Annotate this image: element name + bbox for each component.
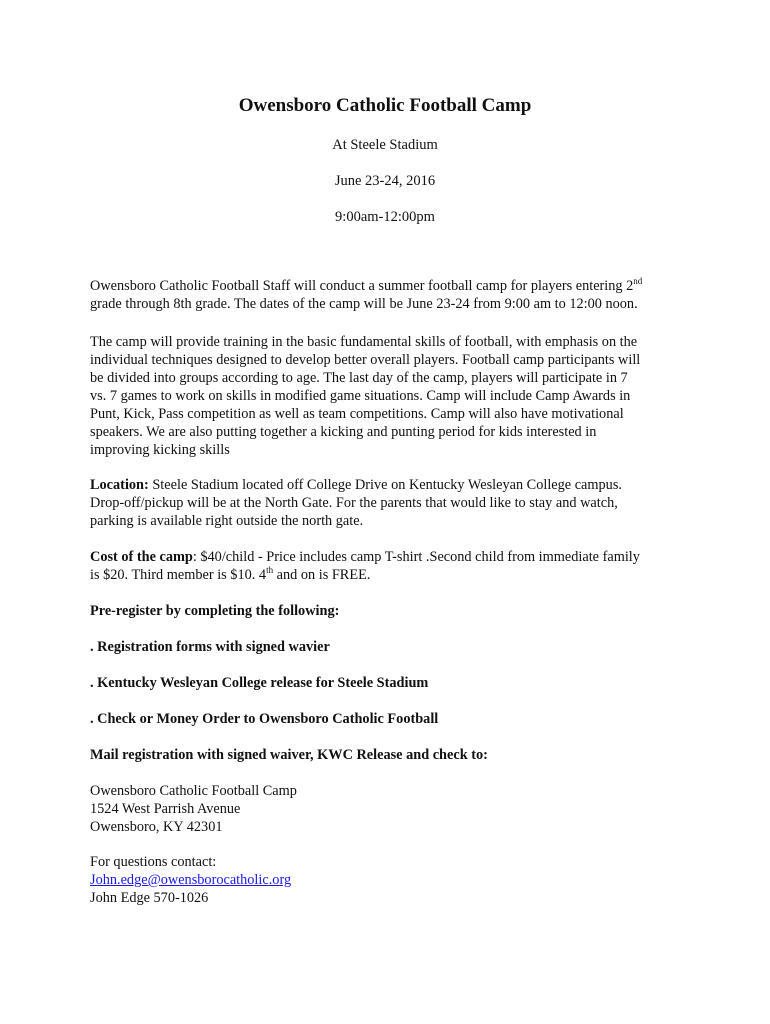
- camp-venue: At Steele Stadium: [332, 137, 438, 153]
- location-paragraph: [90, 476, 690, 530]
- intro-line-2: grade through 8th grade. The dates of the camp will be June 23-24 from 9:00 am to 12:00 noon.: [90, 296, 638, 312]
- address-city: Owensboro, KY 42301: [90, 819, 223, 835]
- location-text: Steele Stadium located off College Drive on Kentucky Wesleyan College campus.: [148, 477, 622, 493]
- contact-email-link[interactable]: John.edge@owensborocatholic.org: [90, 872, 292, 888]
- contact-person: John Edge 570-1026: [90, 890, 209, 906]
- intro-text: Owensboro Catholic Football Staff will conduct a summer football camp for players entering 2: [90, 278, 634, 294]
- training-line: be divided into groups according to age. The last day of the camp, players will participate in 7: [90, 370, 628, 386]
- location-label: Location:: [90, 477, 149, 493]
- contact-email-line: [90, 871, 690, 889]
- training-line: individual techniques designed to develop better overall players. Football camp participants will: [90, 352, 641, 368]
- preregister-heading: Pre-register by completing the following:: [90, 603, 340, 619]
- preregister-item: . Check or Money Order to Owensboro Catholic Football: [90, 711, 439, 727]
- camp-dates: June 23-24, 2016: [334, 173, 436, 189]
- contact-block: [90, 853, 690, 907]
- training-line: improving kicking skills: [90, 442, 230, 458]
- contact-label: For questions contact:: [90, 854, 217, 870]
- address-name: Owensboro Catholic Football Camp: [90, 783, 297, 799]
- intro-paragraph: [90, 277, 690, 313]
- cost-line-1: [90, 548, 690, 566]
- cost-text: and on is FREE.: [273, 567, 371, 583]
- page-title: Owensboro Catholic Football Camp: [238, 95, 532, 116]
- training-line: vs. 7 games to work on skills in modified game situations. Camp will include Camp Awards in: [90, 388, 631, 404]
- location-line-1: [90, 476, 690, 494]
- preregister-item: . Kentucky Wesleyan College release for Steele Stadium: [90, 675, 429, 691]
- training-line: Punt, Kick, Pass competition as well as team competitions. Camp will also have motivational: [90, 406, 624, 422]
- training-line: The camp will provide training in the basic fundamental skills of football, with emphasis on the: [90, 334, 638, 350]
- training-line: speakers. We are also putting together a kicking and punting period for kids interested in: [90, 424, 597, 440]
- ordinal-suffix: nd: [633, 276, 643, 286]
- cost-text: is $20. Third member is $10. 4: [90, 567, 267, 583]
- address-street: 1524 West Parrish Avenue: [90, 801, 241, 817]
- camp-time: 9:00am-12:00pm: [335, 209, 435, 225]
- cost-label: Cost of the camp: [90, 549, 193, 565]
- location-line-2: Drop-off/pickup will be at the North Gate. For the parents that would like to stay and watch,: [90, 495, 618, 511]
- mailing-address: [90, 782, 690, 836]
- location-line-3: parking is available right outside the north gate.: [90, 513, 364, 529]
- cost-paragraph: [90, 548, 690, 584]
- intro-line-1: [90, 277, 690, 295]
- cost-line-2: [90, 566, 690, 584]
- ordinal-suffix: th: [266, 565, 274, 575]
- preregister-item: . Registration forms with signed wavier: [90, 639, 330, 655]
- cost-text: : $40/child - Price includes camp T-shirt .Second child from immediate family: [192, 549, 640, 565]
- mail-instructions: Mail registration with signed waiver, KWC Release and check to:: [90, 747, 488, 763]
- training-paragraph: [90, 333, 690, 459]
